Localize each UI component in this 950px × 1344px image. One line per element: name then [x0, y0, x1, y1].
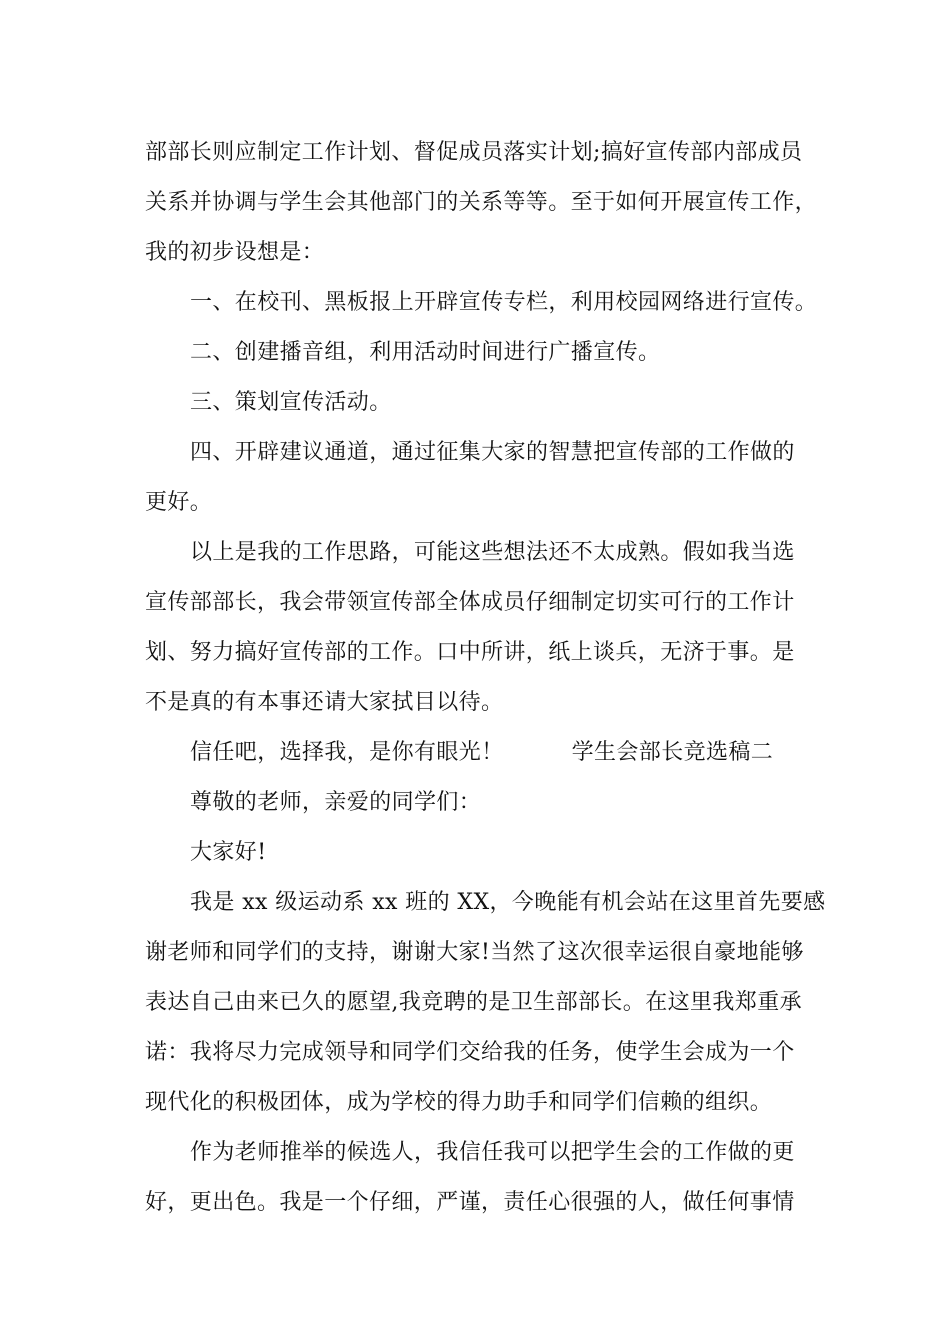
- text-line: 宣传部部长，我会带领宣传部全体成员仔细制定切实可行的工作计: [145, 590, 795, 615]
- text-line: 谢老师和同学们的支持，谢谢大家!当然了这次很幸运很自豪地能够: [145, 940, 804, 965]
- text-line: 不是真的有本事还请大家拭目以待。: [145, 690, 504, 715]
- text-line: 部部长则应制定工作计划、督促成员落实计划;搞好宣传部内部成员: [145, 140, 803, 165]
- paragraph-start: 以上是我的工作思路，可能这些想法还不太成熟。假如我当选: [190, 540, 795, 565]
- list-item: 二、创建播音组，利用活动时间进行广播宣传。: [190, 340, 661, 365]
- text-line: 更好。: [145, 490, 213, 515]
- text-line: 划、努力搞好宣传部的工作。口中所讲，纸上谈兵，无济于事。是: [145, 640, 795, 665]
- salutation: 尊敬的老师，亲爱的同学们：: [190, 790, 482, 815]
- paragraph-start: 我是 xx 级运动系 xx 班的 XX，今晚能有机会站在这里首先要感: [190, 890, 826, 915]
- text-line: 好，更出色。我是一个仔细，严谨，责任心很强的人，做任何事情: [145, 1190, 795, 1215]
- text-line: 现代化的积极团体，成为学校的得力助手和同学们信赖的组织。: [145, 1090, 773, 1115]
- text-line: 关系并协调与学生会其他部门的关系等等。至于如何开展宣传工作，: [145, 190, 818, 215]
- list-item: 一、在校刊、黑板报上开辟宣传专栏，利用校园网络进行宣传。: [190, 290, 818, 315]
- section-title: 学生会部长竞选稿二: [571, 740, 774, 765]
- text-line: 诺：我将尽力完成领导和同学们交给我的任务，使学生会成为一个: [145, 1040, 795, 1065]
- text-line: 我的初步设想是：: [145, 240, 325, 265]
- list-item: 三、策划宣传活动。: [190, 390, 392, 415]
- greeting: 大家好!: [190, 840, 267, 865]
- document-body: [145, 128, 826, 1228]
- list-item: 四、开辟建议通道，通过征集大家的智慧把宣传部的工作做的: [190, 440, 795, 465]
- closing-line: [145, 728, 810, 778]
- closing-text: 信任吧，选择我，是你有眼光！: [190, 740, 504, 765]
- paragraph-start: 作为老师推举的候选人，我信任我可以把学生会的工作做的更: [190, 1140, 795, 1165]
- text-line: 表达自己由来已久的愿望,我竞聘的是卫生部部长。在这里我郑重承: [145, 990, 802, 1015]
